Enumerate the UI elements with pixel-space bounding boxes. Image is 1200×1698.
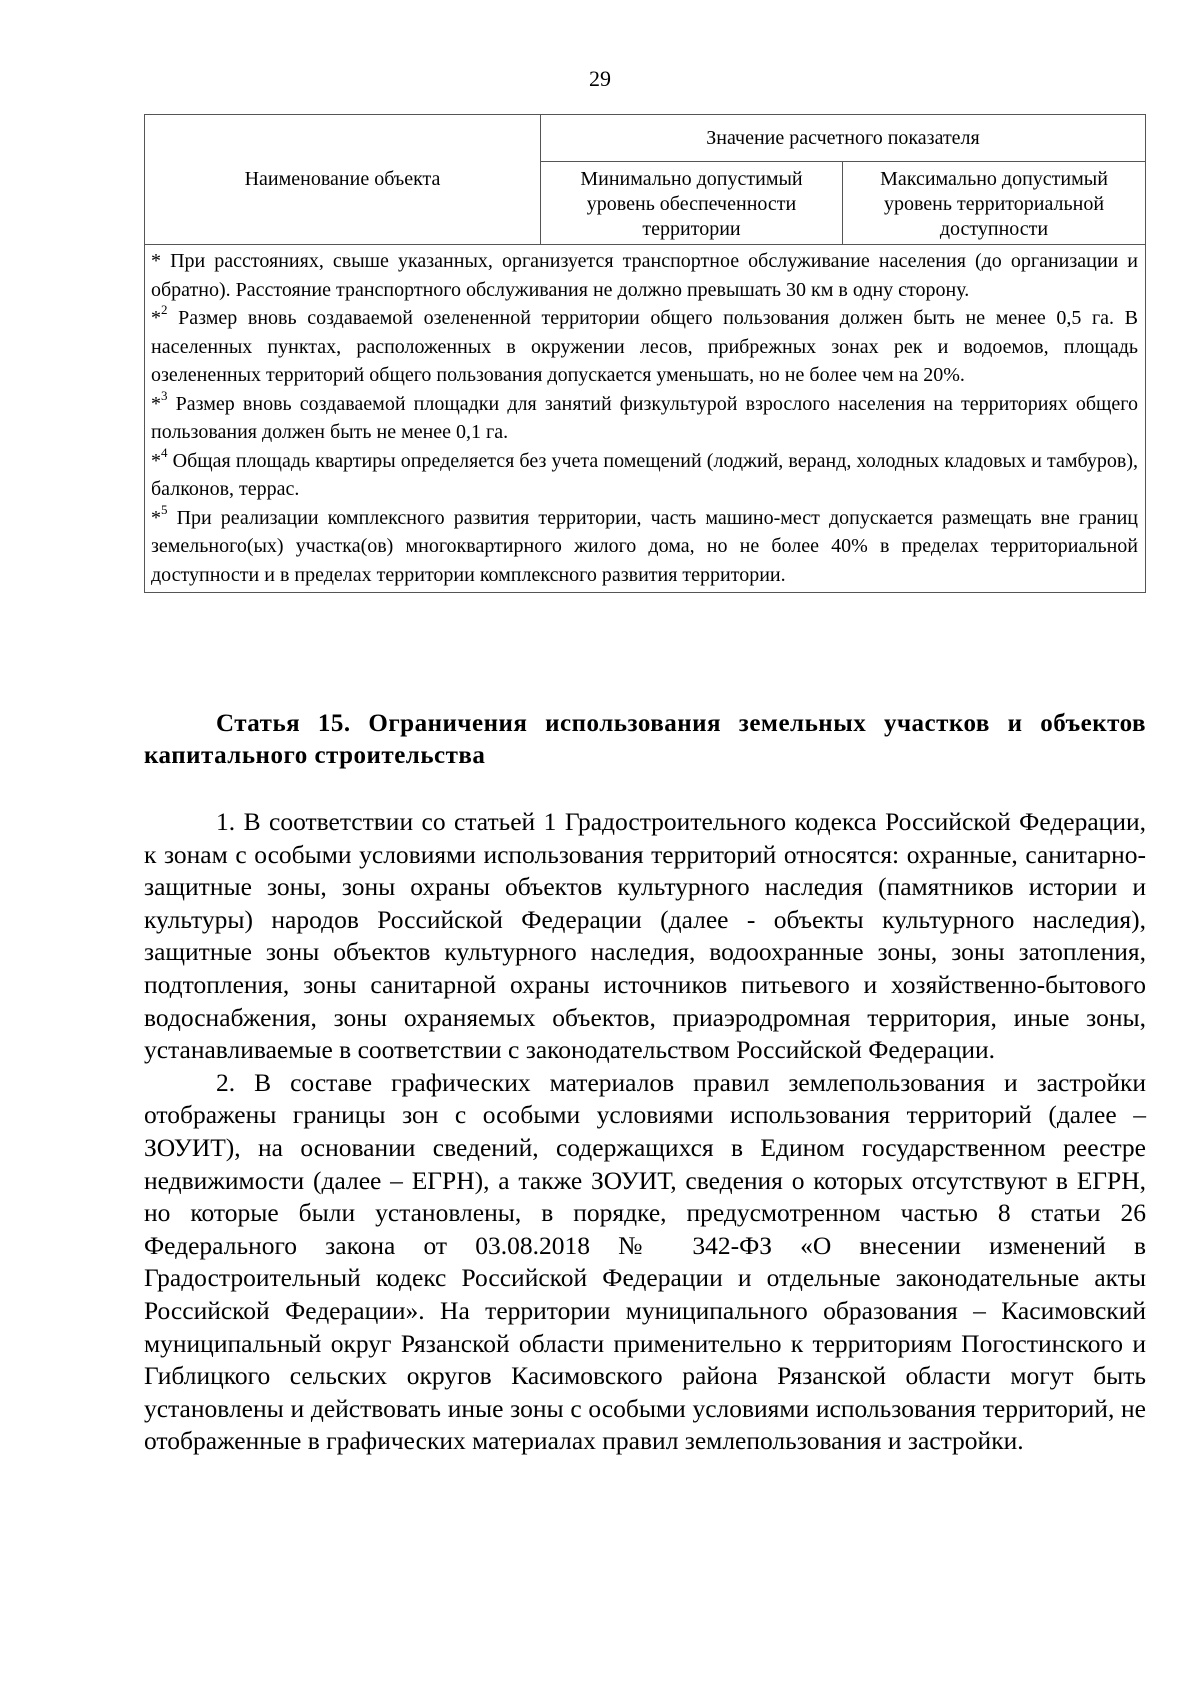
footnote-text: Размер вновь создаваемой озелененной территории общего пользования должен быть не менее 0,5 га. В населенных пунктах, расположенных в окружении лесов, прибрежных зонах рек и водоемов, площадь озелененных территорий общего пользования допускается уменьшать, но не более чем на 20%. bbox=[151, 307, 1138, 386]
footnote-marker: * bbox=[151, 449, 161, 472]
footnote-text: При расстояниях, свыше указанных, организуется транспортное обслуживание населения (до организации и обратно). Расстояние транспортного обслуживания не должно превышать 30 км в одну сторону. bbox=[151, 250, 1139, 301]
page-number: 29 bbox=[589, 66, 611, 91]
footnote-number: 2 bbox=[161, 302, 168, 318]
footnote-marker: * bbox=[151, 250, 161, 272]
column-header-max-accessibility: Максимально допустимый уровень территориальной доступности bbox=[843, 162, 1146, 245]
indicators-table bbox=[144, 114, 1146, 593]
table-footnotes bbox=[145, 245, 1146, 593]
paragraph: 2. В составе графических материалов правил землепользования и застройки отображены границы зон с особыми условиями использования территорий (далее – ЗОУИТ), на основании сведений, содержащихся в Едином государственном реестре недвижимости (далее – ЕГРН), а также ЗОУИТ, сведения о которых отсутствуют в ЕГРН, но которые были установлены, в порядке, предусмотренном частью 8 статьи 26 Федерального закона от 03.08.2018 № 342-ФЗ «О внесении изменений в Градостроительный кодекс Российской Федерации и отдельные законодательные акты Российской Федерации». На территории муниципального образования – Касимовский муниципальный округ Рязанской области применительно к территориям Погостинского и Гиблицкого сельских округов Касимовского района Рязанской области могут быть установлены и действовать иные зоны с особыми условиями использования территорий, не отображенные в графических материалах правил землепользования и застройки. bbox=[144, 1067, 1146, 1456]
footnote-text: При реализации комплексного развития территории, часть машино-мест допускается размещать вне границ земельного(ых) участка(ов) многоквартирного жилого дома, но не более 40% в пределах территориальной доступности и в пределах территории комплексного развития территории. bbox=[151, 506, 1139, 586]
article-heading: Статья 15. Ограничения использования земельных участков и объектов капитального строительства bbox=[144, 710, 1146, 769]
footnote-marker: * bbox=[151, 506, 161, 529]
footnote bbox=[151, 501, 1139, 590]
footnote-text: Общая площадь квартиры определяется без учета помещений (лоджий, веранд, холодных кладовых и тамбуров), балконов, террас. bbox=[151, 449, 1138, 500]
paragraph: 1. В соответствии со статьей 1 Градостроительного кодекса Российской Федерации, к зонам с особыми условиями использования территорий относятся: охранные, санитарно-защитные зоны, зоны охраны объектов культурного наследия (памятников истории и культуры) народов Российской Федерации (далее - объекты культурного наследия), защитные зоны объектов культурного наследия, водоохранные зоны, зоны затопления, подтопления, зоны санитарной охраны источников питьевого и хозяйственно-бытового водоснабжения, зоны охраняемых объектов, приаэродромная территория, иные зоны, устанавливаемые в соответствии с законодательством Российской Федерации. bbox=[144, 807, 1146, 1065]
column-group-header: Значение расчетного показателя bbox=[541, 115, 1146, 162]
footnote bbox=[151, 304, 1138, 390]
footnote-number: 4 bbox=[161, 444, 168, 460]
article-body bbox=[144, 806, 1146, 1458]
column-header-min-level: Минимально допустимый уровень обеспеченности территории bbox=[541, 162, 843, 245]
footnote-text: Размер вновь создаваемой площадки для занятий физкультурой взрослого населения на территориях общего пользования должен быть не менее 0,1 га. bbox=[151, 392, 1138, 443]
footnote bbox=[151, 247, 1138, 304]
footnote-number: 3 bbox=[161, 387, 168, 403]
column-header-object-name: Наименование объекта bbox=[145, 115, 541, 245]
footnote-number: 5 bbox=[161, 501, 168, 517]
footnote bbox=[151, 387, 1138, 447]
footnote-marker: * bbox=[151, 392, 161, 415]
footnote bbox=[151, 444, 1138, 504]
footnote-marker: * bbox=[151, 307, 161, 329]
